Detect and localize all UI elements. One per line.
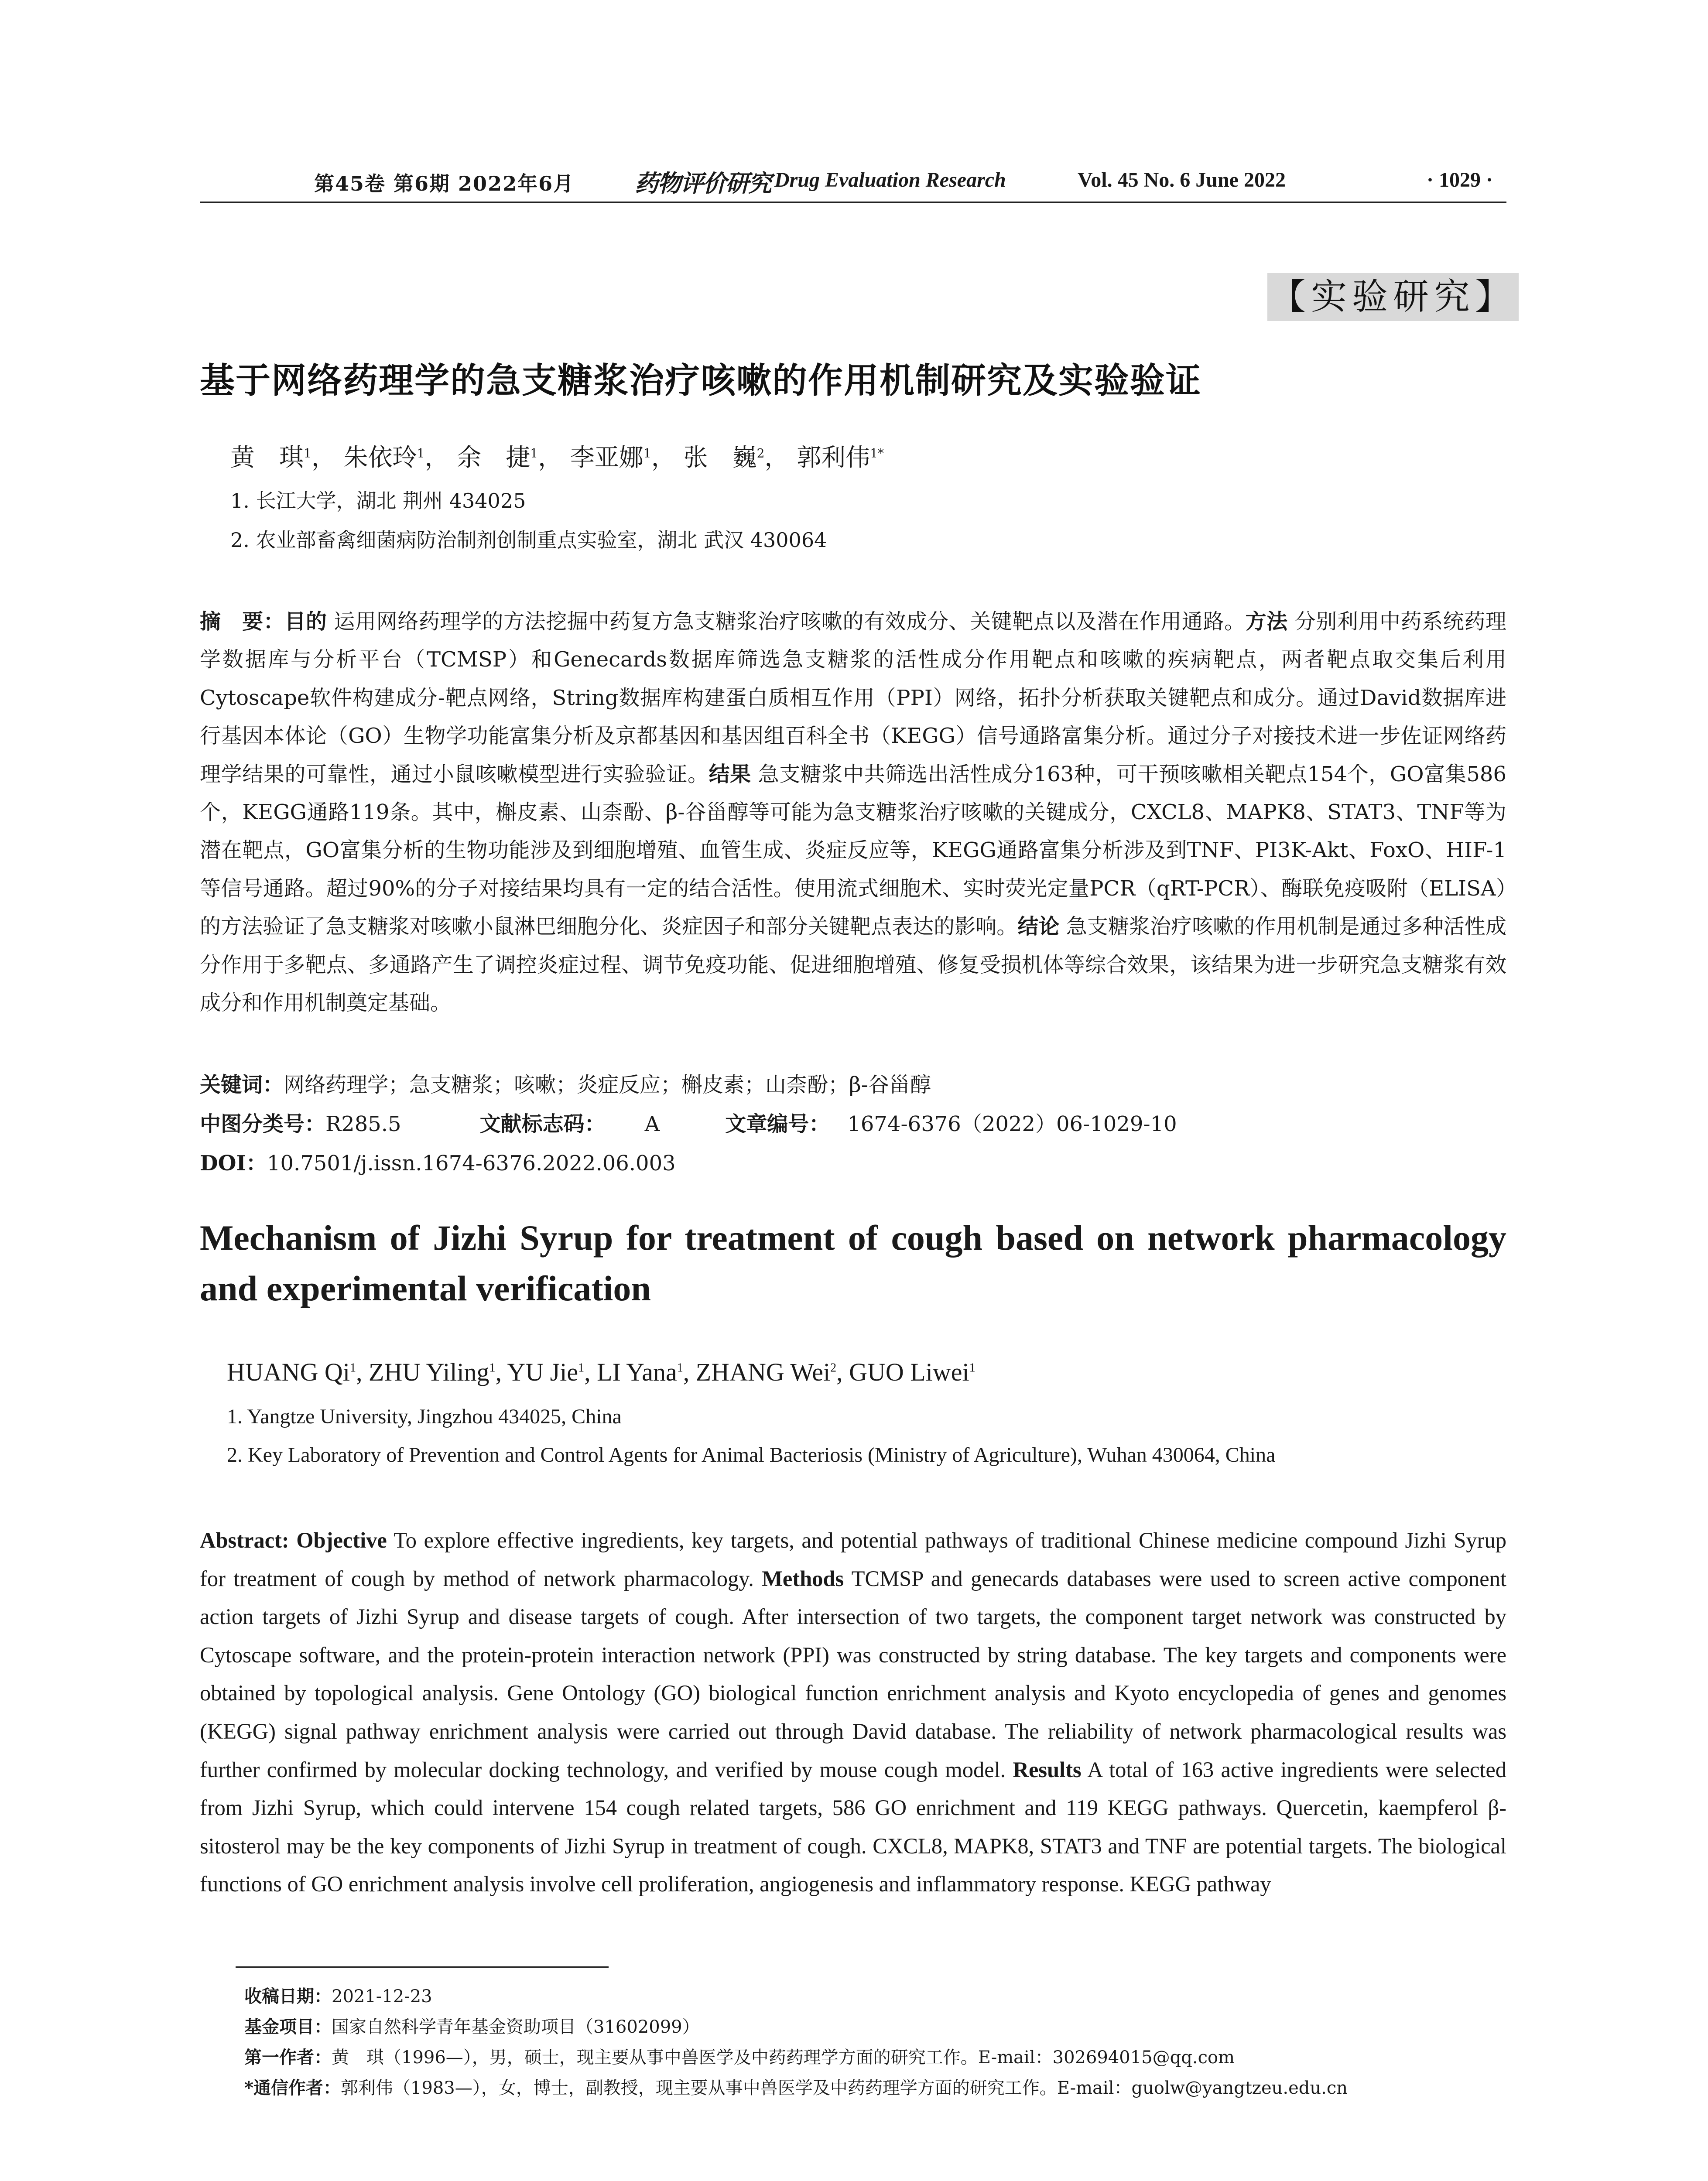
author-cn: 郭利伟$^{1*}$ xyxy=(797,444,884,472)
section-tag: 【实验研究】 xyxy=(1267,273,1519,321)
header-rule xyxy=(200,202,1506,203)
doi-line: DOI：10.7501/j.issn.1674-6376.2022.06.003 xyxy=(200,1151,676,1176)
title-en: Mechanism of Jizhi Syrup for treatment of cough based on network pharmacology and experimental verification xyxy=(200,1218,1506,1308)
author-list-cn xyxy=(230,438,884,473)
author-en: YU Jie$^1$, xyxy=(507,1358,597,1386)
keywords-cn: 关键词：网络药理学；急支糖浆；咳嗽；炎症反应；槲皮素；山柰酚；β-谷甾醇 xyxy=(200,1073,931,1097)
footnote-first-author: 第一作者：黄 琪（1996—），男，硕士，现主要从事中兽医学及中药药理学方面的研究工作。E-mail：302694015@qq.com xyxy=(244,2047,1235,2068)
author-en: ZHU Yiling$^1$, xyxy=(368,1358,507,1386)
affiliation-en-2: 2. Key Laboratory of Prevention and Control Agents for Animal Bacteriosis (Ministry of Agriculture), Wuhan 430064, China xyxy=(227,1443,1276,1467)
title-cn: 基于网络药理学的急支糖浆治疗咳嗽的作用机制研究及实验验证 xyxy=(200,360,1201,401)
author-en: ZHANG Wei$^2$, xyxy=(695,1358,849,1386)
author-cn: 余 捷$^1$， xyxy=(457,444,563,472)
author-en: LI Yana$^1$, xyxy=(597,1358,696,1386)
abstract-cn: 摘 要：目的 运用网络药理学的方法挖掘中药复方急支糖浆治疗咳嗽的有效成分、关键靶点以及潜在作用通路。方法 分别利用中药系统药理学数据库与分析平台（TCMSP）和Genecards数据库筛选急支糖浆的活性成分作用靶点和咳嗽的疾病靶点，两者靶点取交集后利用Cytoscape软件构建成分-靶点网络，String数据库构建蛋白质相互作用（PPI）网络，拓扑分析获取关键靶点和成分。通过David数据库进行基因本体论（GO）生物学功能富集分析及京都基因和基因组百科全书（KEGG）信号通路富集分析。通过分子对接技术进一步佐证网络药理学结果的可靠性，通过小鼠咳嗽模型进行实验验证。结果 急支糖浆中共筛选出活性成分163种，可干预咳嗽相关靶点154个，GO富集586个，KEGG通路119条。其中，槲皮素、山柰酚、β-谷甾醇等可能为急支糖浆治疗咳嗽的关键成分，CXCL8、MAPK8、STAT3、TNF等为潜在靶点，GO富集分析的生物功能涉及到细胞增殖、血管生成、炎症反应等，KEGG通路富集分析涉及到TNF、PI3K-Akt、FoxO、HIF-1等信号通路。超过90%的分子对接结果均具有一定的结合活性。使用流式细胞术、实时荧光定量PCR（qRT-PCR）、酶联免疫吸附（ELISA）的方法验证了急支糖浆对咳嗽小鼠淋巴细胞分化、炎症因子和部分关键靶点表达的影响。结论 急支糖浆治疗咳嗽的作用机制是通过多种活性成分作用于多靶点、多通路产生了调控炎症过程、调节免疫功能、促进细胞增殖、修复受损机体等综合效果，该结果为进一步研究急支糖浆有效成分和作用机制奠定基础。 xyxy=(200,609,1506,1015)
classification-line: 中图分类号：R285.5 文献标志码： A 文章编号： 1674-6376（2022）06-1029-10 xyxy=(200,1112,1177,1136)
running-header-journal: Drug Evaluation Research xyxy=(774,168,1006,191)
journal-brand-logo: 药物评价研究 xyxy=(635,169,771,197)
running-header-issue: 第45卷 第6期 2022年6月 xyxy=(314,172,575,195)
affiliation-en-1: 1. Yangtze University, Jingzhou 434025, China xyxy=(227,1405,622,1428)
affiliation-cn-1: 1. 长江大学，湖北 荆州 434025 xyxy=(230,489,526,513)
abstract-en: Abstract: Objective To explore effective ingredients, key targets, and potential pathways of traditional Chinese medicine compound Jizhi Syrup for treatment of cough by method of network pharmacology. Methods TCMSP and genecards databases were used to screen active component action targets of Jizhi Syrup and disease targets of cough. After intersection of two targets, the component target network was constructed by Cytoscape software, and the protein-protein interaction network (PPI) was constructed by string database. The key targets and components were obtained by topological analysis. Gene Ontology (GO) biological function enrichment analysis and Kyoto encyclopedia of genes and genomes (KEGG) signal pathway enrichment analysis were carried out through David database. The reliability of network pharmacological results was further confirmed by molecular docking technology, and verified by mouse cough model. Results A total of 163 active ingredients were selected from Jizhi Syrup, which could intervene 154 cough related targets, 586 GO enrichment and 119 KEGG pathways. Quercetin, kaempferol β-sitosterol may be the key components of Jizhi Syrup in treatment of cough. CXCL8, MAPK8, STAT3 and TNF are potential targets. The biological functions of GO enrichment analysis involve cell proliferation, angiogenesis and inflammatory response. KEGG pathway xyxy=(200,1528,1506,1897)
footnote-received: 收稿日期：2021-12-23 xyxy=(244,1986,432,2007)
running-header-volume: Vol. 45 No. 6 June 2022 xyxy=(1078,168,1286,191)
page-number: · 1029 · xyxy=(1427,168,1493,191)
footnote-rule xyxy=(236,1966,609,1968)
author-cn: 黄 琪$^1$， xyxy=(230,444,336,472)
author-en: HUANG Qi$^1$, xyxy=(227,1358,369,1386)
author-list-en xyxy=(227,1357,976,1387)
footnote-funding: 基金项目：国家自然科学青年基金资助项目（31602099） xyxy=(244,2017,700,2037)
author-cn: 朱依玲$^1$， xyxy=(343,444,449,472)
footnote-corresponding-author: *通信作者：郭利伟（1983—），女，博士，副教授，现主要从事中兽医学及中药药理学方面的研究工作。E-mail：guolw@yangtzeu.edu.cn xyxy=(244,2078,1348,2098)
affiliation-cn-2: 2. 农业部畜禽细菌病防治制剂创制重点实验室，湖北 武汉 430064 xyxy=(230,528,827,552)
author-cn: 张 巍$^2$， xyxy=(683,444,789,472)
author-cn: 李亚娜$^1$， xyxy=(570,444,676,472)
author-en: GUO Liwei$^1$ xyxy=(849,1358,976,1386)
